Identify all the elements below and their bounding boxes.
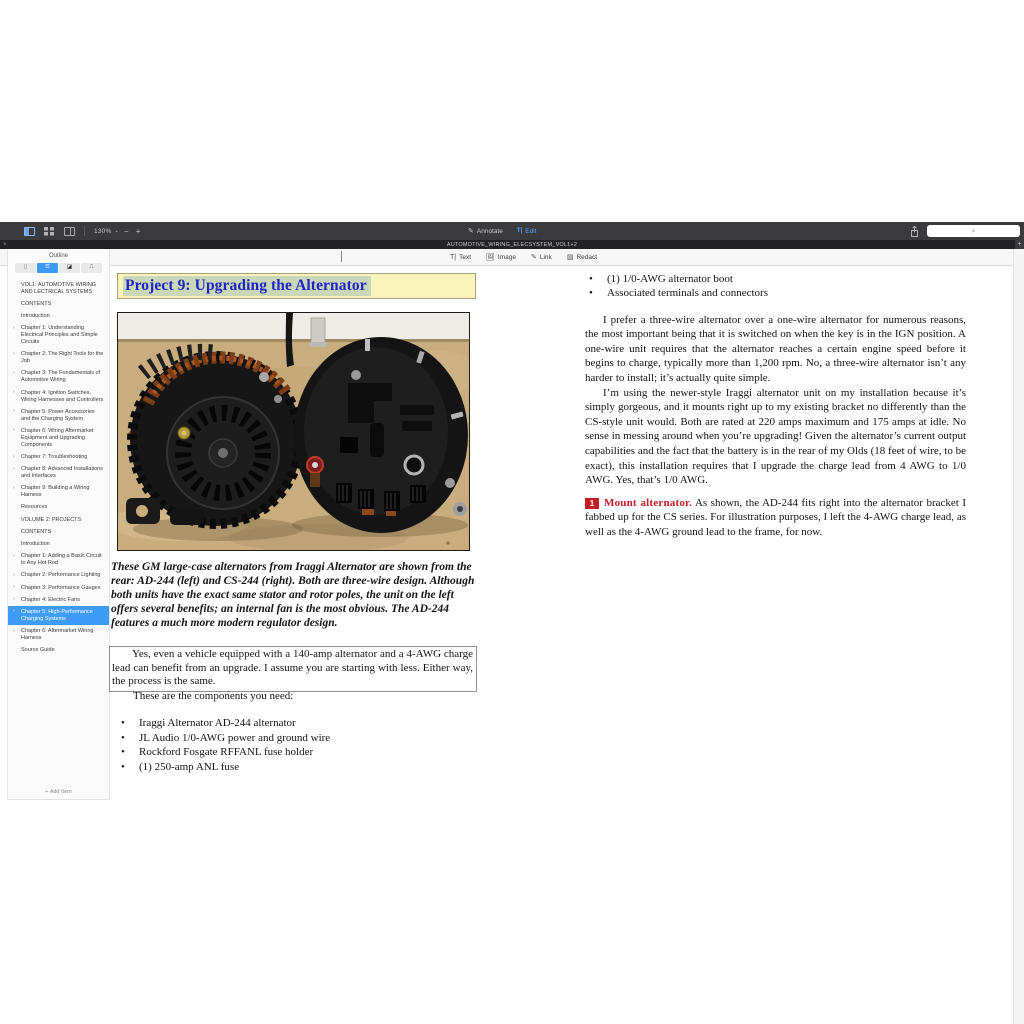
outline-item[interactable] bbox=[8, 368, 109, 387]
chevron-right-icon: › bbox=[13, 627, 15, 634]
chevron-right-icon: › bbox=[13, 608, 15, 615]
edit-tool-button[interactable] bbox=[450, 254, 471, 261]
chevron-right-icon: › bbox=[13, 596, 15, 603]
parts-list bbox=[585, 272, 966, 301]
thumbnails-view-button[interactable]: ▯ bbox=[15, 263, 36, 273]
sidebar-header: Outline bbox=[48, 253, 68, 259]
tool-icon: ✎ bbox=[531, 253, 537, 261]
edit-tool-button[interactable] bbox=[531, 254, 552, 261]
chevron-right-icon: › bbox=[13, 389, 15, 396]
part-item[interactable]: • Associated terminals and connectors bbox=[585, 286, 966, 300]
outline-list bbox=[8, 279, 109, 657]
chevron-right-icon: › bbox=[13, 465, 15, 472]
edit-toolbar bbox=[0, 249, 1024, 266]
chevron-right-icon: › bbox=[13, 408, 15, 415]
edit-tool-button[interactable] bbox=[567, 254, 597, 261]
outline-item[interactable] bbox=[8, 298, 109, 310]
sidebar-toggle-icon[interactable] bbox=[24, 227, 35, 236]
alternators-photo[interactable] bbox=[117, 312, 470, 551]
outline-item-label: Chapter 2: Performance Lighting bbox=[21, 572, 101, 579]
component-item[interactable]: • (1) 250-amp ANL fuse bbox=[117, 760, 479, 775]
active-tab[interactable]: AUTOMOTIVE_WIRING_ELECSYSTEM_VOL1+2 bbox=[446, 241, 578, 248]
main-toolbar bbox=[0, 222, 1024, 240]
outline-item-label: CONTENTS bbox=[21, 300, 52, 307]
outline-item-label: Chapter 9: Building a Wiring Harness bbox=[21, 485, 90, 499]
outline-item[interactable] bbox=[8, 582, 109, 594]
step-number-badge: 1 bbox=[585, 498, 599, 509]
tool-label: Link bbox=[539, 253, 552, 261]
outline-item[interactable] bbox=[8, 279, 109, 298]
component-item[interactable]: • JL Audio 1/0-AWG power and ground wire bbox=[117, 731, 479, 746]
outline-item[interactable] bbox=[8, 483, 109, 502]
right-column bbox=[585, 272, 966, 540]
outline-item-label: Introduction bbox=[21, 312, 50, 319]
outline-item-label: Chapter 7: Troubleshooting bbox=[21, 454, 88, 460]
framed-paragraph: Yes, even a vehicle equipped with a 140-amp alternator and a 4-AWG charge lead can benefit from an upgrade. I assume you are starting with less. Either way, the process is the same. bbox=[112, 648, 473, 688]
edit-tool-button[interactable] bbox=[486, 254, 516, 261]
text-cursor bbox=[341, 251, 342, 262]
tool-label: Text bbox=[459, 253, 472, 261]
toolbar-divider bbox=[84, 226, 85, 236]
body-paragraphs bbox=[585, 313, 966, 488]
sidebar-view-switcher bbox=[8, 263, 109, 273]
outline-item-label: CONTENTS bbox=[21, 528, 52, 535]
annotate-button[interactable]: ✎ Annotate bbox=[468, 227, 503, 235]
step-1[interactable] bbox=[585, 496, 966, 540]
outline-item[interactable] bbox=[8, 645, 109, 657]
outline-item[interactable] bbox=[8, 349, 109, 368]
outline-item-label: Chapter 3: The Fundamentals of Automotive Wiring bbox=[21, 370, 101, 384]
chevron-right-icon: › bbox=[13, 484, 15, 491]
chevron-right-icon: › bbox=[13, 552, 15, 559]
body-paragraph[interactable]: I prefer a three-wire alternator over a one-wire alternator for numerous reasons, the most important being that it is switched on when the key is in the IGN position. A one-wire unit requires that the alternator reaches a certain engine speed before it begins to charge, typically more than 1,200 rpm. No, a three-wire alternator isn’t any harder to install; it’s actually quite simple. bbox=[585, 313, 966, 384]
outline-item[interactable] bbox=[8, 464, 109, 483]
outline-item[interactable] bbox=[8, 551, 109, 570]
chevron-right-icon: › bbox=[13, 427, 15, 434]
outline-item[interactable] bbox=[8, 502, 109, 514]
part-item[interactable]: • (1) 1/0-AWG alternator boot bbox=[585, 272, 966, 286]
outline-item[interactable] bbox=[8, 323, 109, 349]
chevron-right-icon: › bbox=[13, 324, 15, 331]
outline-view-button[interactable]: ☰ bbox=[37, 263, 58, 273]
outline-sidebar bbox=[7, 249, 110, 800]
chevron-down-icon[interactable]: ⌄ bbox=[114, 228, 119, 234]
outline-item-label: Chapter 3: Performance Gauges bbox=[21, 584, 101, 591]
outline-item-label: Source Guide bbox=[21, 647, 55, 654]
outline-item-label: Chapter 6: Wiring Aftermarket Equipment and Upgrading Components bbox=[21, 427, 94, 448]
zoom-out-button[interactable]: − bbox=[123, 226, 129, 236]
bookmarks-view-button[interactable]: ⎍ bbox=[81, 263, 102, 273]
outline-item-label: Chapter 8: Advanced Installations and Interfaces bbox=[21, 466, 103, 480]
outline-item[interactable] bbox=[8, 570, 109, 582]
scrollbar-track[interactable] bbox=[1013, 249, 1024, 1024]
outline-item-label: Chapter 5: High-Performance Charging Systems bbox=[21, 608, 93, 622]
outline-item-label: VOL1: AUTOMOTIVE WIRING AND LECTRICAL SYSTEMS bbox=[21, 281, 97, 295]
outline-item[interactable] bbox=[8, 514, 109, 526]
annotations-view-button[interactable]: ◪ bbox=[59, 263, 80, 273]
outline-item[interactable] bbox=[8, 387, 109, 406]
selection-highlight bbox=[123, 276, 371, 296]
outline-item[interactable] bbox=[8, 594, 109, 606]
text-tool-icon: T| bbox=[516, 228, 523, 234]
selected-text-frame[interactable] bbox=[109, 646, 477, 692]
tool-label: Image bbox=[497, 253, 516, 261]
search-input[interactable] bbox=[927, 225, 1020, 237]
outline-item-label: Chapter 4: Electric Fans bbox=[21, 596, 80, 603]
chevron-right-icon: › bbox=[13, 350, 15, 357]
photo-caption[interactable]: These GM large-case alternators from Iraggi Alternator are shown from the rear: AD-244 (left) and CS-244 (right). Both are three-wire design. Although both units have the exact same stator and rotor poles, the unit on the left offers several benefits; an internal fan is the most obvious. The AD-244 features a much more modern regulator design. bbox=[111, 561, 475, 629]
outline-item-label: Chapter 1: Understanding Electrical Principles and Simple Circuits bbox=[21, 325, 98, 346]
outline-item[interactable] bbox=[8, 538, 109, 550]
edit-button[interactable]: T| Edit bbox=[516, 227, 537, 235]
tab-bar bbox=[0, 240, 1024, 249]
outline-item-label: Chapter 4: Ignition Switches, Wiring Harnesses and Controllers bbox=[21, 389, 104, 403]
outline-item[interactable] bbox=[8, 310, 109, 322]
component-item[interactable]: • Rockford Fosgate RFFANL fuse holder bbox=[117, 745, 479, 760]
tool-icon: T| bbox=[450, 253, 457, 261]
edit-tools bbox=[450, 249, 597, 265]
page-spread-icon[interactable] bbox=[64, 227, 75, 236]
chevron-right-icon: › bbox=[13, 584, 15, 591]
outline-item-label: Chapter 2: The Right Tools for the Job bbox=[21, 351, 104, 365]
outline-item[interactable] bbox=[8, 425, 109, 451]
tool-icon: 🖼 bbox=[486, 253, 495, 261]
outline-item-label: Resources bbox=[21, 504, 48, 511]
body-paragraph[interactable]: I’m using the newer-style Iraggi alternator unit on my installation because it’s simply gorgeous, and it mounts right up to my existing bracket no differently than the CS-style unit would. Both are rated at 220 amps maximum and 175 amps at idle. No sense in messing around when you’re upgrading! Given the alternator’s current output capabilities and the fact that the battery is in the rear of my Olds (18 feet of wire, to be exact), this installation requires that I upgrade the charge lead from 4 AWG to 1/0 AWG. Yes, that’s 1/0 AWG. bbox=[585, 386, 966, 487]
zoom-in-button[interactable]: + bbox=[135, 226, 141, 236]
outline-item-label: Chapter 6: Aftermarket Wiring Harness bbox=[21, 628, 94, 641]
step-title: Mount alternator. bbox=[604, 496, 693, 509]
outline-item-label: Chapter 5: Power Accessories and the Charging System bbox=[21, 408, 95, 422]
chevron-right-icon: › bbox=[13, 571, 15, 578]
component-item[interactable]: • Iraggi Alternator AD-244 alternator bbox=[117, 716, 479, 731]
outline-item[interactable] bbox=[8, 451, 109, 463]
tool-icon: ▨ bbox=[566, 253, 574, 261]
outline-item-label: Introduction bbox=[21, 541, 50, 547]
add-item-button[interactable]: + Add Item bbox=[45, 789, 72, 795]
project-title-box[interactable] bbox=[117, 273, 476, 299]
outline-item-label: Chapter 1: Adding a Basic Circuit to Any Hot Rod bbox=[21, 553, 102, 567]
outline-item[interactable] bbox=[8, 606, 109, 625]
outline-item[interactable] bbox=[8, 406, 109, 425]
components-list bbox=[117, 716, 479, 774]
tool-label: Redact bbox=[576, 253, 598, 261]
pen-icon: ✎ bbox=[468, 228, 474, 235]
outline-item-label: VOLUME 2: PROJECTS bbox=[21, 516, 82, 523]
zoom-level[interactable]: 130% bbox=[94, 227, 112, 235]
chevron-right-icon: › bbox=[13, 369, 15, 376]
search-icon: ⌕ bbox=[971, 227, 976, 235]
outline-item[interactable] bbox=[8, 625, 109, 644]
chevron-right-icon: › bbox=[13, 453, 15, 460]
components-intro[interactable]: These are the components you need: bbox=[133, 690, 294, 702]
share-icon[interactable] bbox=[910, 226, 919, 237]
new-tab-button[interactable]: + bbox=[1015, 240, 1024, 249]
outline-item[interactable] bbox=[8, 526, 109, 538]
page-title: Project 9: Upgrading the Alternator bbox=[125, 277, 367, 294]
step-text: As shown, the AD-244 fits right into the alternator bracket I fabbed up for the CS series. For illustration purposes, I left the 4-AWG charge lead, as well as the 4-AWG ground lead to the frame, for now. bbox=[585, 496, 966, 538]
thumbnail-grid-icon[interactable] bbox=[44, 227, 55, 236]
close-tab-icon[interactable]: × bbox=[3, 241, 7, 248]
